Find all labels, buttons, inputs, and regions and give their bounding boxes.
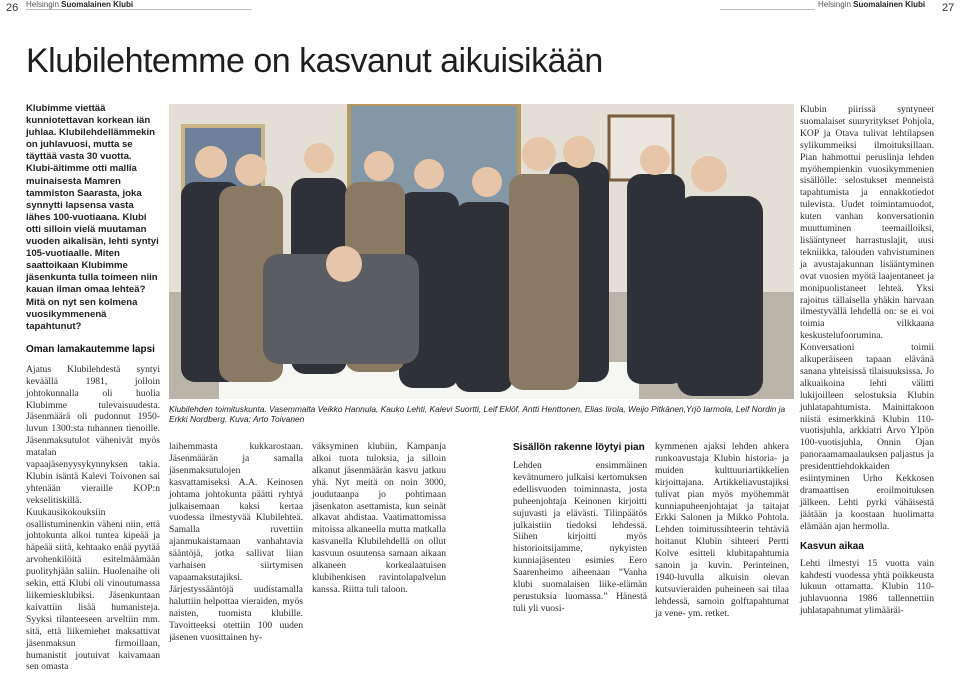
section-heading-3: Kasvun aikaa <box>800 540 864 552</box>
page-number-left: 26 <box>6 2 19 14</box>
section-heading-2: Sisällön rakenne löytyi pian <box>513 442 645 453</box>
column-6-body: Klubin piirissä syntyneet suomalaiset suuryritykset Pohjola, KOP ja Otava tulivat lehtilapsen sylikummeiksi ilmoituksillaan. Pian hahmottui peruslinja lehden myöhempienkin vuosikymmenien sisällölle: selostukset menneistä tapahtumista ja ennakkotiedot tulevista. Uudet toimintamuodot, kuten vanhan konversationin muuttuminen teemailloiksi, lisääntyneet harrastuslajit, uusi tekniikka, talouden vahvistuminen ja avustajakunnan lisääntyminen ovat vuosien myötä laajentaneet ja monipuolistaneet lehteä. Yksi rajoitus tällaisella yhäkin harvaan ilmestyvällä lehdellä on: se ei voi toimia vilkkaana keskustelufoorumina. Konversationi toimii alkuperäiseen tapaan elävänä sanana yhteisissä tilaisuuksissa. Jo alkuaikoina lehti välitti lukijoilleen selostuksia Klubin juhlatapahtumista. Mainittakoon niistä esimerkkinä Klubin 110-vuotisjuhla, arkkiatri Arvo Ylpön 100-vuotisjuhla, Onnin Ojan panoraamamaalauksen paljastus ja presidenttiehdokkaiden esiintyminen Urho Kekkosen dramaattisen eroilmoituksen jälkeen. Lehti pyrki vähäisestä jäätään ja koostaan huolimatta elämään ajan hermolla. <box>800 104 934 532</box>
running-head-right-normal: Helsingin <box>818 0 851 9</box>
header-rule-left <box>26 9 252 10</box>
column-2 <box>169 441 303 643</box>
column-6 <box>800 104 934 617</box>
column-4 <box>513 442 647 615</box>
article-lead: Klubimme viettää kunniotettavan korkean iän juhlaa. Klubilehdellämmekin on juhlavuosi, mutta se täyttää vasta 30 vuotta. Klubi-äitimme otti mallia muinaisesta Mamren tammiston Saarasta, joka synnytti lapsensa vasta lähes 100-vuotiaana. Klubi otti silloin vielä muutaman vuoden aikalisän, lehti syntyi 105-vuotiaalle. Miten saattoikaan Klubimme jäsenkunta tulla toimeen niin kauan ilman omaa lehteä? Mitä on nyt sen kolmena vuosikymmenenä tapahtunut? <box>26 103 159 332</box>
column-4-body: Lehden ensimmäinen kevätnumero julkaisi kertomuksen edellisvuoden toiminnasta, josta puheenjohtaja Keinonen kirjoitti sujuvasti ja elävästi. Tilinpäätös julkaistiin tiedoksi lehdessä. Siihen kirjoitti myös historioitsijamme, nykyisten kunniajäsenten esimies Eero Saarenheimo aiheenaan ”Vanha klubi suomalaisen liike-elämän perustuksia luomassa.” Hänestä tuli yli vuosi- <box>513 460 647 614</box>
column-6-body-continued: Lehti ilmestyi 15 vuotta vain kahdesti vuodessa yhtä poikkeusta lukuun ottamatta. Klubin 110-juhlavuonna 1986 tallennettiin juhlatapahtumat ylimääräi- <box>800 557 934 617</box>
section-heading-1: Oman lamakautemme lapsi <box>26 343 155 355</box>
column-5-body: kymmenen ajaksi lehden ahkera runkoavustaja Klubin historia- ja muiden kulttuuriartikkelien kirjoittajana. Artikkeliavustajiksi tulivat pian myös myöhemmät kunniapuheenjohtajat ja taitajat Erkki Salonen ja Mikko Pohtola. Lehden toimitussihteerin tehtäviä hoitanut Klubin sihteeri Pertti Kolve esitteli klubitapahtumia sanoin ja kuvin. Perinteinen, 1940-luvulla alkuisin olevan kutsuvieraiden puheineen sai tilaa lehdessä, samoin golftapahtumat ja vene- ym. retket. <box>655 441 789 619</box>
editorial-board-photo <box>169 104 794 399</box>
running-head-left <box>26 0 133 9</box>
photo-caption-block <box>169 404 794 424</box>
page-number-right: 27 <box>942 2 955 14</box>
running-head-right <box>818 0 925 9</box>
column-3 <box>312 441 446 596</box>
header-rule-right <box>720 9 815 10</box>
column-5 <box>655 441 789 620</box>
column-3-body: väksyminen klubiin, Kampanja alkoi tuota tuloksia, ja silloin alkanut jäsenmäärän kasvu jatkuu yhä. Nyt meitä on noin 3000, joudutaanpa jo pohtimaan jäsenkaton asettamista, kun seinät alkavat ahdistaa. Vaatimattomissa mitoissa alkaneella mutta matkalla kasvanella Klubilehdellä on ollut kasvuun osuutensa samaan aikaan alkaneen korkealaatuisen klubihenkisen ravintolapalvelun kanssa. Riitta tuli taloon. <box>312 441 446 595</box>
photo-caption: Klubilehden toimituskunta. Vasemmalta Veikko Hannula, Kauko Lehti, Kalevi Suortti, Leif Eklöf, Antti Henttonen, Elias Iirola, Weijo Pitkänen,Yrjö Iarmola, Leif Nordin ja Erkki Nordberg. Kuva: Arto Toivanen <box>169 404 786 425</box>
running-head-left-bold: Suomalainen Klubi <box>61 0 134 9</box>
column-1-body: Ajatus Klubilehdestä syntyi keväällä 1981, jolloin johtokunnalla oli huolia Klubimme tulevaisuudesta. Jäsenmäärä oli pudonnut 1950-luvun 1300:sta tuhannen tienoille. Jäsenmaksutulot vähenivät myös matalan vapaajäsenyysykynnyksen takia. Klubin isäntä Kalevi Toivonen sai yhtenään vieraille KOP:n vekselitiskillä. Kuukausikokouksiin osallistuminenkin väheni niin, että johtokunta alkoi tuntea kipeää ja häpeää siitä, kehtaako enää pyytää arvohenkilöitä esitelmäämään puolityhjään saliin. Huolenaihe oli sekin, että Klubi oli vinoutumassa liikemiesklubiksi. Jäsenkuntaan kaivattiin lisää humanisteja. Syyksi tilanteeseen arveltiin mm. sitä, että liikemiehet maksattivat jäsenmaksun firmoillaan, humanistit joutuivat kaivamaan sen omasta <box>26 363 160 673</box>
article-headline: Klubilehtemme on kasvanut aikuisikään <box>26 42 603 80</box>
running-head-left-normal: Helsingin <box>26 0 59 9</box>
column-2-body: laihemmasta kukkarostaan. Jäsenmäärän ja samalla jäsenmaksutulojen kasvattamiseksi A.A. Keinosen johtama johtokunta päätti ryhtyä julkaisemaan kaksi kertaa vuodessa ilmestyvää Klubilehteä. Samalla ruvettiin ajanmukaistamaan vanhahtavia sääntöjä, jotka sallivat liian varhaisen siirtymisen vapaamaksutajiksi. Järjestyssääntöjä uudistamalla haluttiin helpottaa vieraiden, myös naisten, tuomista klubille. Tavoitteeksi otettiin 100 uuden jäsenen vuosittainen hy- <box>169 441 303 643</box>
running-head-right-bold: Suomalainen Klubi <box>853 0 926 9</box>
group-photo-illustration <box>169 104 794 399</box>
column-1 <box>26 103 160 673</box>
